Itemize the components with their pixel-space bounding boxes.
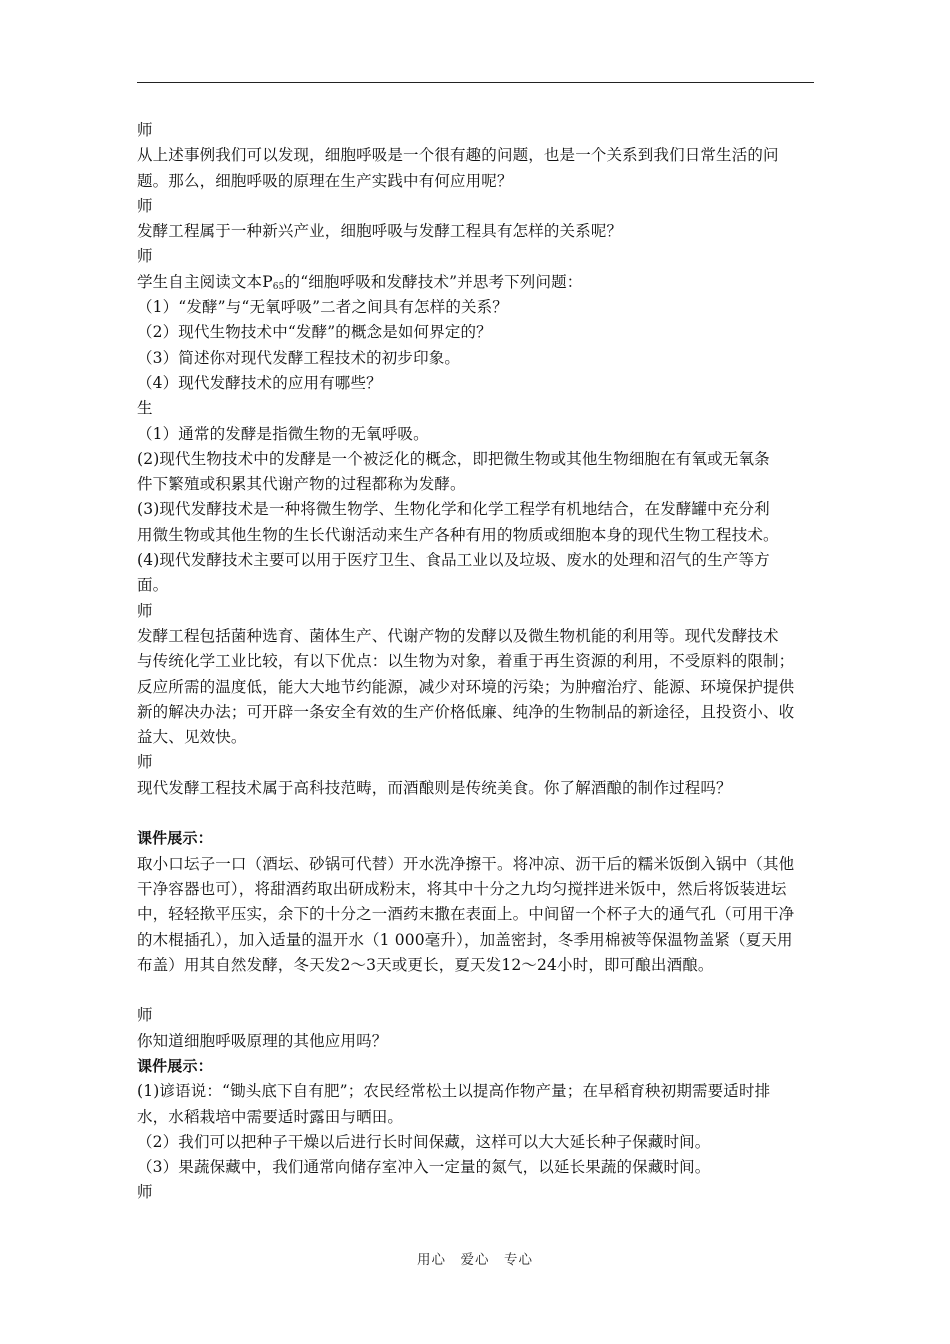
paragraph-line: 你知道细胞呼吸原理的其他应用吗？ — [137, 1031, 388, 1050]
speaker-label: 师 — [137, 1006, 153, 1025]
paragraph-line: 反应所需的温度低，能大大地节约能源，减少对环境的污染；为肿瘤治疗、能源、环境保护提供 — [137, 677, 795, 696]
speaker-label: 生 — [137, 399, 153, 418]
document-body — [137, 118, 819, 1206]
paragraph-line: （1）“发酵”与“无氧呼吸”二者之间具有怎样的关系？ — [137, 298, 508, 317]
paragraph-line: 中，轻轻揿平压实，余下的十分之一酒药末撒在表面上。中间留一个杯子大的通气孔（可用干净 — [137, 905, 795, 924]
paragraph-line: 题。那么，细胞呼吸的原理在生产实践中有何应用呢？ — [137, 171, 513, 190]
paragraph-line: (2)现代生物技术中的发酵是一个被泛化的概念，即把微生物或其他生物细胞在有氧或无氧条 — [137, 449, 770, 468]
paragraph-line: 新的解决办法；可开辟一条安全有效的生产价格低廉、纯净的生物制品的新途径，且投资小、收 — [137, 702, 795, 721]
page-subscript: 65 — [272, 281, 285, 292]
paragraph-line: 件下繁殖或积累其代谢产物的过程都称为发酵。 — [137, 475, 466, 494]
blank-line — [137, 801, 819, 826]
section-heading: 课件展示： — [137, 829, 213, 848]
paragraph-line: 干净容器也可），将甜酒药取出研成粉末，将其中十分之九均匀搅拌进米饭中，然后将饭装进坛 — [137, 879, 787, 898]
paragraph-line — [137, 270, 819, 295]
paragraph-line: (3)现代发酵技术是一种将微生物学、生物化学和化学工程学有机地结合，在发酵罐中充分利 — [137, 500, 770, 519]
paragraph-line: （2）现代生物技术中“发酵”的概念是如何界定的？ — [137, 323, 492, 342]
speaker-label: 师 — [137, 121, 153, 139]
section-heading: 课件展示： — [137, 1056, 213, 1075]
paragraph-line: 用微生物或其他生物的生长代谢活动来生产各种有用的物质或细胞本身的现代生物工程技术。 — [137, 525, 779, 544]
paragraph-line: 发酵工程属于一种新兴产业，细胞呼吸与发酵工程具有怎样的关系呢？ — [137, 222, 623, 241]
speaker-label: 师 — [137, 753, 153, 772]
paragraph-line: 面。 — [137, 576, 169, 595]
paragraph-line: (1)谚语说：“锄头底下自有肥”；农民经常松土以提高作物产量；在早稻育秧初期需要适时排 — [137, 1082, 771, 1101]
paragraph-line: 水，水稻栽培中需要适时露田与晒田。 — [137, 1107, 404, 1126]
paragraph-line: 布盖）用其自然发酵，冬天发2～3天或更长，夏天发12～24小时，即可酿出酒酿。 — [137, 955, 714, 974]
paragraph-line: （3）果蔬保藏中，我们通常向储存室冲入一定量的氮气，以延长果蔬的保藏时间。 — [137, 1158, 711, 1177]
paragraph-line: (4)现代发酵技术主要可以用于医疗卫生、食品工业以及垃圾、废水的处理和沼气的生产等方 — [137, 551, 770, 570]
speaker-label: 师 — [137, 1183, 153, 1202]
paragraph-line: （2）我们可以把种子干燥以后进行长时间保藏，这样可以大大延长种子保藏时间。 — [137, 1132, 711, 1151]
blank-line — [137, 978, 819, 1003]
paragraph-line: 从上述事例我们可以发现，细胞呼吸是一个很有趣的问题，也是一个关系到我们日常生活的问 — [137, 146, 779, 165]
paragraph-line: 益大、见效快。 — [137, 728, 247, 747]
paragraph-line: 与传统化学工业比较，有以下优点：以生物为对象，着重于再生资源的利用，不受原料的限制； — [137, 652, 795, 671]
speaker-label: 师 — [137, 601, 153, 620]
paragraph-line: 现代发酵工程技术属于高科技范畴，而酒酿则是传统美食。你了解酒酿的制作过程吗？ — [137, 778, 732, 797]
speaker-label: 师 — [137, 247, 153, 266]
paragraph-line: （1）通常的发酵是指微生物的无氧呼吸。 — [137, 424, 429, 443]
page-footer: 用心 爱心 专心 — [417, 1252, 533, 1268]
speaker-label: 师 — [137, 196, 153, 215]
paragraph-line: （4）现代发酵技术的应用有哪些？ — [137, 373, 382, 392]
paragraph-line: 发酵工程包括菌种选育、菌体生产、代谢产物的发酵以及微生物机能的利用等。现代发酵技术 — [137, 626, 779, 645]
line-text: 学生自主阅读文本P — [137, 272, 273, 291]
paragraph-line: 的木棍插孔），加入适量的温开水（1 000毫升），加盖密封，冬季用棉被等保温物盖紧（夏天用 — [137, 930, 793, 949]
header-rule — [137, 82, 814, 83]
paragraph-line: （3）简述你对现代发酵工程技术的初步印象。 — [137, 348, 461, 367]
line-text: 的“细胞呼吸和发酵技术”并思考下列问题： — [284, 272, 583, 291]
paragraph-line: 取小口坛子一口（酒坛、砂锅可代替）开水洗净擦干。将冲凉、沥干后的糯米饭倒入锅中（其他 — [137, 854, 795, 873]
